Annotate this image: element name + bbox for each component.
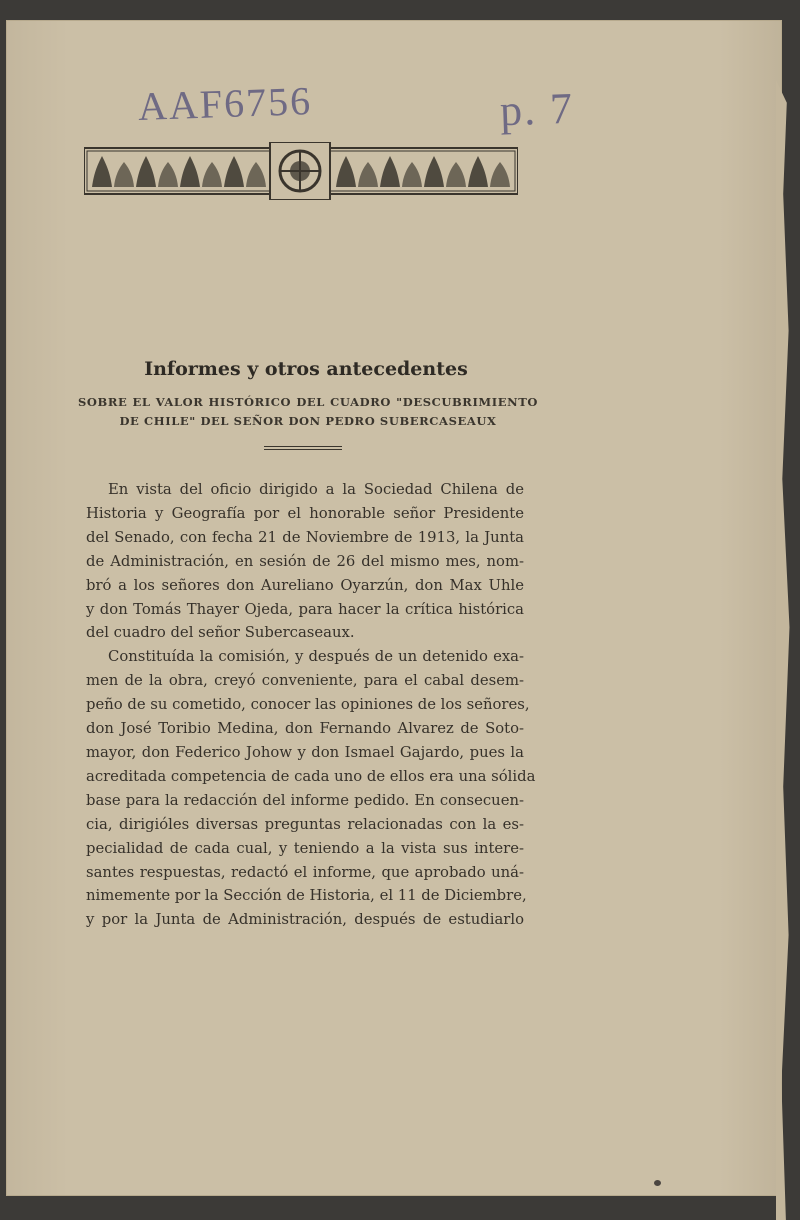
text-line: peño de su cometido, conocer las opiniones de los señores, (86, 696, 530, 714)
page-subtitle (78, 393, 538, 431)
decorative-headpiece-ornament (84, 142, 518, 200)
text-line: santes respuestas, redactó el informe, que aprobado uná- (86, 863, 524, 881)
text-line: acreditada competencia de cada uno de ellos era una sólida (86, 767, 536, 785)
body-text (86, 478, 536, 932)
text-line: del cuadro del señor Subercaseaux. (86, 624, 355, 642)
page-title: Informes y otros antecedentes (144, 358, 468, 380)
text-line: Historia y Geografía por el honorable señor Presidente (86, 504, 524, 522)
ink-speck (654, 1180, 661, 1186)
text-line: men de la obra, creyó conveniente, para el cabal desem- (86, 672, 524, 690)
text-line: cia, dirigióles diversas preguntas relacionadas con la es- (86, 815, 524, 833)
text-line: y por la Junta de Administración, después de estudiarlo (86, 911, 524, 929)
subtitle-line: SOBRE EL VALOR HISTÓRICO DEL CUADRO "DESCUBRIMIENTO (78, 395, 538, 409)
text-line: y don Tomás Thayer Ojeda, para hacer la crítica histórica (86, 600, 524, 618)
text-line: del Senado, con fecha 21 de Noviembre de 1913, la Junta (86, 528, 524, 546)
title-rule-divider (264, 446, 342, 450)
text-line: mayor, don Federico Johow y don Ismael Gajardo, pues la (86, 743, 524, 761)
text-line: don José Toribio Medina, don Fernando Alvarez de Soto- (86, 720, 524, 738)
handwritten-page-mark: p. 7 (499, 83, 575, 136)
torn-page-edge (776, 80, 794, 1220)
text-line: nimemente por la Sección de Historia, el 11 de Diciembre, (86, 887, 527, 905)
text-line: base para la redacción del informe pedido. En consecuen- (86, 791, 524, 809)
subtitle-line: DE CHILE" DEL SEÑOR DON PEDRO SUBERCASEAUX (119, 414, 497, 428)
text-line: bró a los señores don Aureliano Oyarzún, don Max Uhle (86, 576, 524, 594)
text-line: de Administración, en sesión de 26 del mismo mes, nom- (86, 552, 524, 570)
text-line: En vista del oficio dirigido a la Sociedad Chilena de (108, 481, 524, 498)
handwritten-call-number: AAF6756 (137, 77, 313, 130)
text-line: Constituída la comisión, y después de un detenido exa- (108, 648, 524, 666)
text-line: pecialidad de cada cual, y teniendo a la vista sus intere- (86, 839, 524, 857)
document-page (6, 20, 782, 1196)
